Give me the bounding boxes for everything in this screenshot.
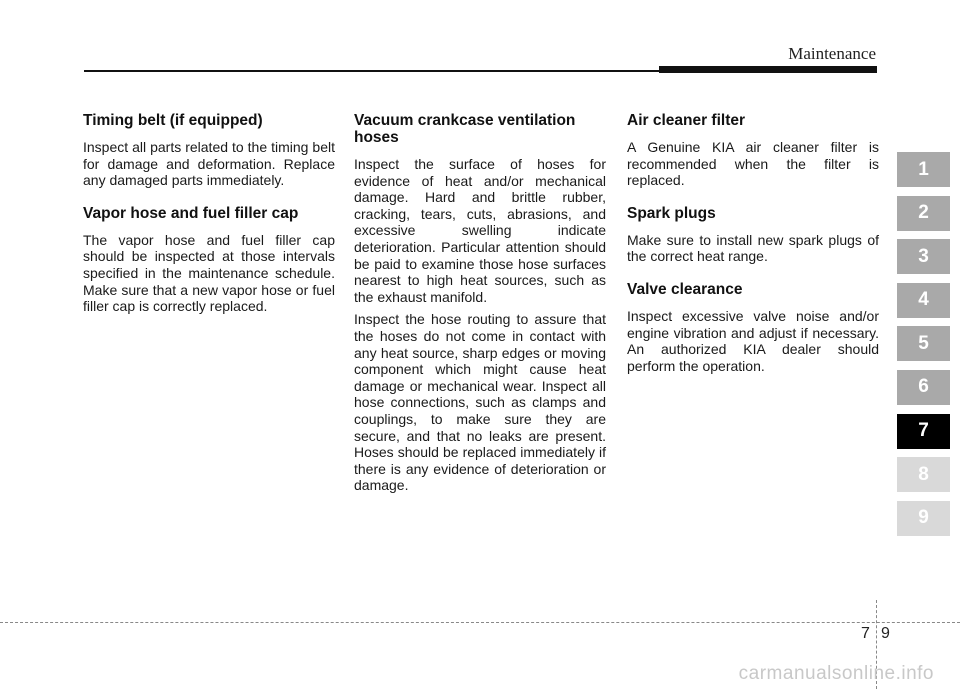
chapter-tab-9[interactable]: 9 [897,501,950,536]
section-paragraph: Inspect the surface of hoses for evidence of heat and/or mechanical damage. Hard and brittle rubber, cracking, tears, cuts, abrasions, and excessive swelling indicate deterioration. Particular attention should be paid to examine those hose surfaces nearest to high heat sources, such as the exhaust manifold. [354,156,606,305]
content-column-2 [354,112,606,500]
chapter-tab-8[interactable]: 8 [897,457,950,492]
section-paragraph: The vapor hose and fuel filler cap should be inspected at those intervals specified in the maintenance schedule. Make sure that a new vapor hose or fuel filler cap is correctly replaced. [83,231,335,315]
section-timing-belt [83,112,335,189]
section-paragraph: Inspect all parts related to the timing belt for damage and deformation. Replace any damaged parts immediately. [83,139,335,189]
chapter-tab-1[interactable]: 1 [897,152,950,187]
chapter-tab-2[interactable]: 2 [897,196,950,231]
chapter-tabs [897,152,950,544]
section-paragraph: Inspect excessive valve noise and/or engine vibration and adjust if necessary. An authorized KIA dealer should perform the operation. [627,307,879,374]
section-heading: Vacuum crankcase ventilation hoses [354,112,576,146]
header-rule [84,70,662,72]
section-heading: Spark plugs [627,204,716,222]
chapter-tab-5[interactable]: 5 [897,326,950,361]
section-heading: Valve clearance [627,280,743,298]
chapter-number: 7 [861,625,871,642]
watermark: carmanualsonline.info [738,663,934,684]
chapter-tab-3[interactable]: 3 [897,239,950,274]
content-column-1 [83,112,335,321]
page-number [856,625,896,643]
section-crankcase-hoses [354,112,606,494]
section-heading: Air cleaner filter [627,112,746,129]
content-column-3 [627,112,879,380]
page-in-chapter: 9 [881,625,891,642]
section-air-cleaner [627,112,879,189]
section-heading: Vapor hose and fuel filler cap [83,204,299,222]
chapter-tab-4[interactable]: 4 [897,283,950,318]
footer-rule [0,622,960,623]
section-heading: Timing belt (if equipped) [83,112,263,129]
section-spark-plugs [627,205,879,265]
section-paragraph: A Genuine KIA air cleaner filter is recommended when the filter is replaced. [627,139,879,189]
section-valve-clearance [627,281,879,374]
page-header-title: Maintenance [788,44,876,63]
chapter-tab-7[interactable]: 7 [897,414,950,449]
header-rule-thick [659,66,877,73]
chapter-tab-6[interactable]: 6 [897,370,950,405]
section-paragraph: Inspect the hose routing to assure that the hoses do not come in contact with any heat source, sharp edges or moving component which might cause heat damage or mechanical wear. Inspect all hose connections, such as clamps and couplings, to make sure they are secure, and that no leaks are present. Hoses should be replaced immediately if there is any evidence of deterioration or damage. [354,311,606,494]
section-paragraph: Make sure to install new spark plugs of the correct heat range. [627,231,879,265]
section-vapor-hose [83,205,335,315]
